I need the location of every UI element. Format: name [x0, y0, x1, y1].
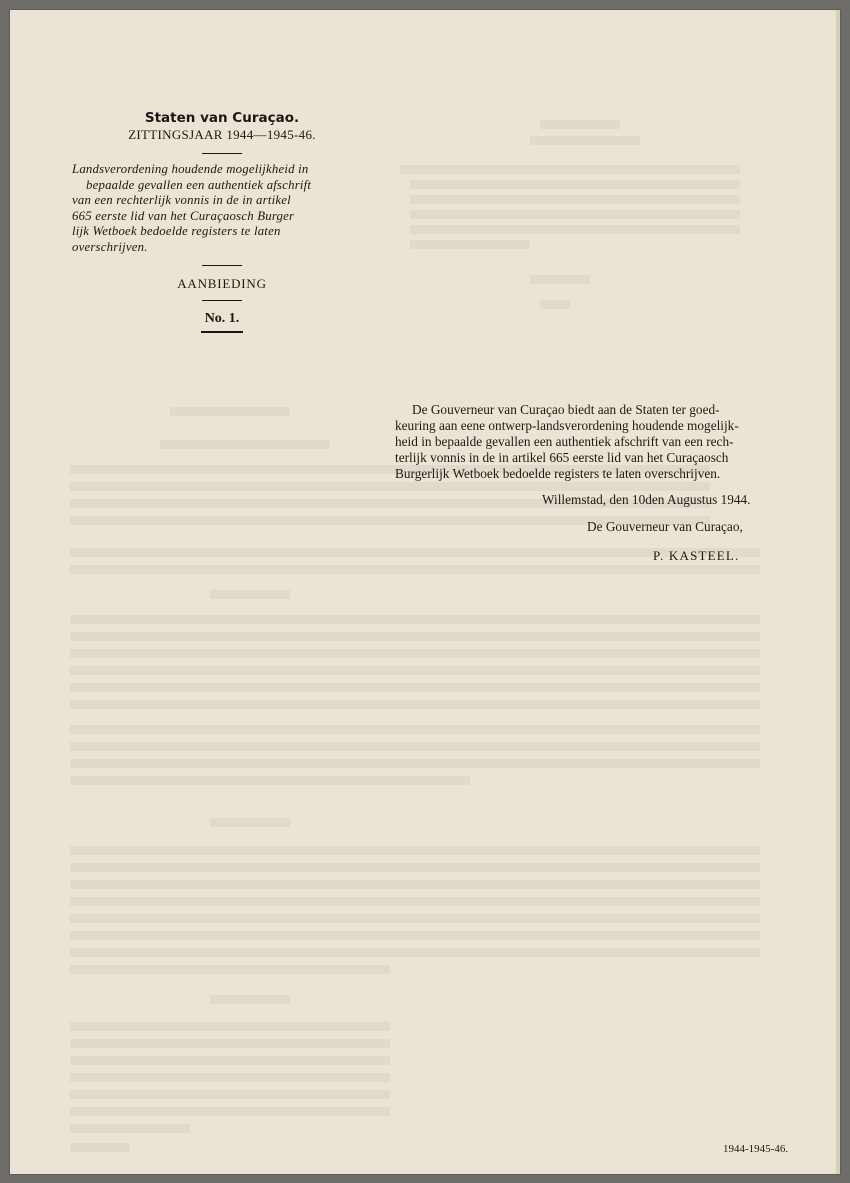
document-number: No. 1. [204, 311, 240, 326]
header-divider [202, 265, 242, 266]
body-line: terlijk vonnis in de in artikel 665 eerste lid van het Curaçaosch [395, 450, 729, 465]
number-underline [201, 331, 243, 333]
description-line: lijk Wetboek bedoelde registers te laten [72, 224, 281, 238]
description-line: Landsverordening houdende mogelijkheid in [72, 162, 309, 176]
document-header [72, 110, 372, 333]
document-label: AANBIEDING [177, 276, 267, 291]
description-line: 665 eerste lid van het Curaçaosch Burger [72, 208, 295, 223]
body-line: heid in bepaalde gevallen een authentiek afschrift van een rech- [395, 434, 734, 449]
description-line: bepaalde gevallen een authentiek afschrift [86, 177, 312, 192]
body-line: Burgerlijk Wetboek bedoelde registers te laten overschrijven. [395, 466, 721, 481]
body-paragraph [395, 402, 805, 482]
body-line: keuring aan eene ontwerp-landsverordening houdende mogelijk- [395, 418, 739, 433]
header-description [72, 162, 372, 255]
place-date: Willemstad, den 10den Augustus 1944. [542, 492, 751, 507]
body-line: De Gouverneur van Curaçao biedt aan de Staten ter goed- [412, 402, 720, 417]
document-page [10, 10, 840, 1174]
header-title: Staten van Curaçao. [144, 110, 300, 126]
header-divider [202, 153, 242, 154]
signature-name: P. KASTEEL. [653, 548, 740, 563]
header-session: ZITTINGSJAAR 1944—1945-46. [128, 127, 316, 142]
description-line: overschrijven. [72, 239, 148, 254]
footer-code: 1944-1945-46. [723, 1143, 789, 1155]
governor-title: De Gouverneur van Curaçao, [587, 519, 743, 534]
description-line: van een rechterlijk vonnis in de in artikel [72, 193, 291, 207]
header-divider [202, 300, 242, 301]
